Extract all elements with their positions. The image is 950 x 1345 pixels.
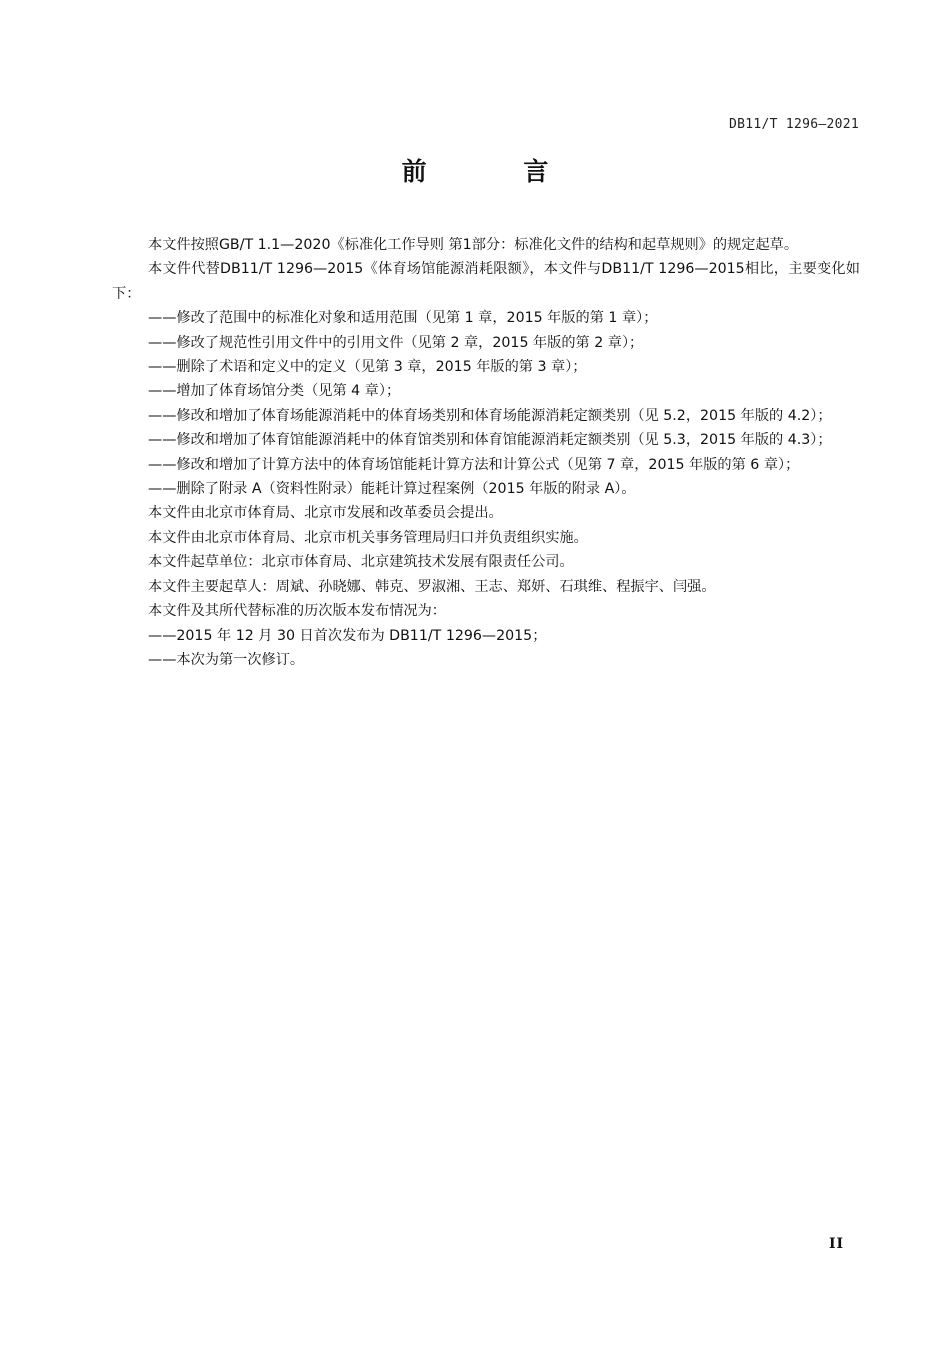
change-item: ——增加了体育场馆分类（见第 4 章）； — [148, 383, 401, 400]
document-body — [112, 233, 860, 672]
history-item: ——本次为第一次修订。 — [148, 651, 305, 668]
change-item: ——修改和增加了计算方法中的体育场馆能耗计算方法和计算公式（见第 7 章，2015 年版的第 6 章）； — [148, 456, 800, 473]
change-item: ——修改和增加了体育场能源消耗中的体育场类别和体育场能源消耗定额类别（见 5.2，2015 年版的 4.2）； — [148, 407, 832, 424]
history-item: ——2015 年 12 月 30 日首次发布为 DB11/T 1296—2015； — [148, 627, 547, 644]
paragraph-replaces: 本文件代替DB11/T 1296—2015《体育场馆能源消耗限额》，本文件与DB11/T 1296—2015相比，主要变化如下： — [112, 261, 860, 302]
change-item: ——修改了范围中的标准化对象和适用范围（见第 1 章，2015 年版的第 1 章）； — [148, 310, 658, 327]
paragraph-proposer: 本文件由北京市体育局、北京市发展和改革委员会提出。 — [148, 505, 503, 522]
paragraph-drafting-units: 本文件起草单位：北京市体育局、北京建筑技术发展有限责任公司。 — [148, 554, 574, 571]
change-item: ——删除了附录 A（资料性附录）能耗计算过程案例（2015 年版的附录 A）。 — [148, 481, 636, 498]
change-item: ——修改和增加了体育馆能源消耗中的体育馆类别和体育馆能源消耗定额类别（见 5.3，2015 年版的 4.3）； — [148, 432, 832, 449]
paragraph-history-intro: 本文件及其所代替标准的历次版本发布情况为： — [148, 603, 446, 620]
paragraph-drafters: 本文件主要起草人：周斌、孙晓娜、韩克、罗淑湘、王志、郑妍、石琪维、程振宇、闫强。 — [148, 578, 716, 595]
paragraph-basis: 本文件按照GB/T 1.1—2020《标准化工作导则 第1部分：标准化文件的结构和起草规则》的规定起草。 — [148, 237, 799, 253]
change-item: ——删除了术语和定义中的定义（见第 3 章，2015 年版的第 3 章）； — [148, 359, 587, 376]
paragraph-administrator: 本文件由北京市体育局、北京市机关事务管理局归口并负责组织实施。 — [148, 529, 588, 546]
change-item: ——修改了规范性引用文件中的引用文件（见第 2 章，2015 年版的第 2 章）； — [148, 334, 644, 351]
page-title: 前 言 — [401, 157, 593, 186]
page-number: II — [829, 1236, 845, 1252]
document-code: DB11/T 1296—2021 — [728, 117, 859, 132]
